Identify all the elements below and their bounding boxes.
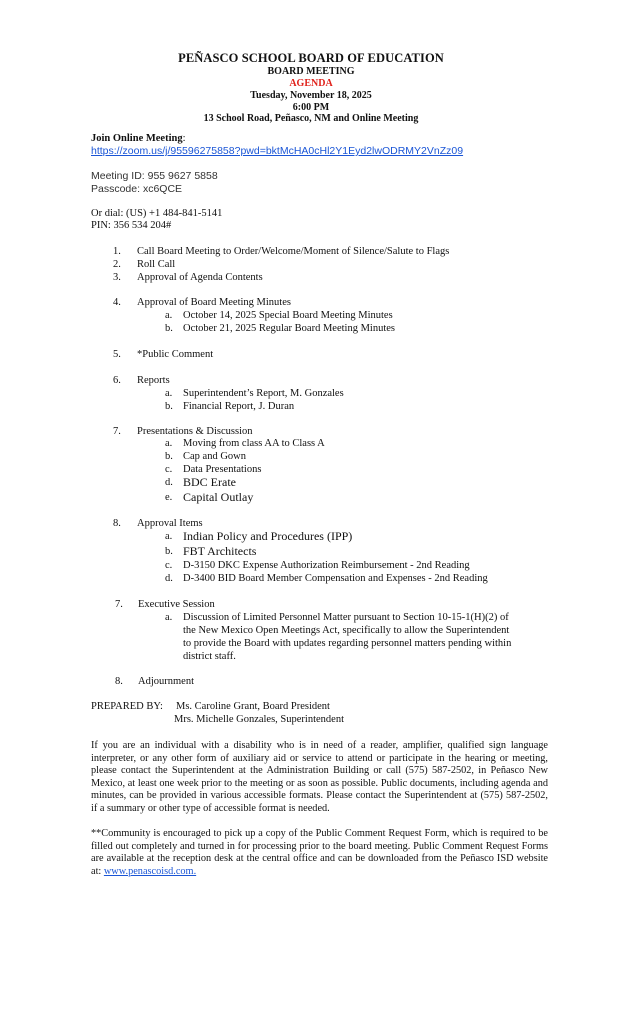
sub-item-letter: d. [165,573,173,584]
sub-item: Capital Outlay [183,490,254,504]
prepared-by-name: Mrs. Michelle Gonzales, Superintendent [174,714,344,725]
item-number: 5. [113,349,121,360]
sub-item-letter: a. [165,438,173,449]
prepared-by-label: PREPARED BY: [91,701,163,712]
dial-in-number: Or dial: (US) +1 484-841-5141 [91,208,223,219]
agenda-item: Presentations & Discussion [137,426,253,437]
sub-item-letter: a. [165,612,173,623]
agenda-item: Approval of Agenda Contents [137,272,263,283]
public-comment-notice: **Community is encouraged to pick up a copy of the Public Comment Request Form, which is required to be filled out completely and turned in for processing prior to the board meeting. Public Comment Request Forms are available at the reception desk at the central office and can be downloaded from the Peñasco ISD website at: www.penascoisd.com. [91,828,548,877]
accessibility-notice: If you are an individual with a disability who is in need of a reader, amplifier, qualified sign language interpreter, or any other form of auxiliary aid or service to attend or participate in the hearing or meeting, please contact the Superintendent at the Administration Building or call (575) 587-2502, in Peñasco New Mexico, at least one week prior to the meeting or as soon as possible. Public documents, including agenda and minutes, can be provided in various accessible formats. Please contact the Superintendent at (575) 587-2502, if a summary or other type of accessible format is needed. [91,740,548,814]
sub-item-letter: b. [165,401,173,412]
join-online-label: Join Online Meeting: [91,133,186,144]
sub-item: D-3150 DKC Expense Authorization Reimbursement - 2nd Reading [183,560,470,571]
sub-item-line: Discussion of Limited Personnel Matter pursuant to Section 10-15-1(H)(2) of [183,612,509,623]
item-number: 3. [113,272,121,283]
sub-item-letter: a. [165,531,173,542]
sub-item-letter: e. [165,492,173,503]
sub-item: BDC Erate [183,475,236,489]
sub-item-line: the New Mexico Open Meetings Act, specifically to allow the Superintendent [183,625,510,636]
sub-item: Data Presentations [183,464,262,475]
document-title: PEÑASCO SCHOOL BOARD OF EDUCATION [178,51,444,65]
meeting-time: 6:00 PM [292,102,330,113]
meeting-id: Meeting ID: 955 9627 5858 [91,170,218,182]
agenda-item: Approval of Board Meeting Minutes [137,297,291,308]
website-link[interactable]: www.penascoisd.com. [103,865,197,877]
sub-item: Cap and Gown [183,451,246,462]
sub-item-letter: c. [165,560,173,571]
meeting-location: 13 School Road, Peñasco, NM and Online Meeting [203,113,419,124]
sub-item: Financial Report, J. Duran [183,401,295,412]
item-number: 7. [115,599,123,610]
sub-item-letter: a. [165,388,173,399]
agenda-item: Call Board Meeting to Order/Welcome/Moment of Silence/Salute to Flags [137,246,450,257]
item-number: 2. [113,259,121,270]
sub-item-line: district staff. [183,651,236,662]
sub-item-letter: b. [165,323,173,334]
sub-item-letter: b. [165,451,173,462]
sub-item-letter: a. [165,310,173,321]
agenda-item: Approval Items [137,518,203,529]
sub-item-letter: d. [165,477,173,488]
item-number: 8. [113,518,121,529]
item-number: 7. [113,426,121,437]
sub-item-letter: b. [165,546,173,557]
item-number: 8. [115,676,123,687]
item-number: 1. [113,246,121,257]
agenda-item: Executive Session [138,599,215,610]
item-number: 6. [113,375,121,386]
sub-item: FBT Architects [183,544,257,558]
sub-item: October 14, 2025 Special Board Meeting Minutes [183,310,393,321]
agenda-item: Reports [137,375,170,386]
agenda-item: Roll Call [137,259,176,270]
sub-item-line: to provide the Board with updates regarding personnel matters pending within [183,638,512,649]
agenda-item: *Public Comment [137,349,214,360]
sub-item: Superintendent’s Report, M. Gonzales [183,388,344,399]
sub-item: D-3400 BID Board Member Compensation and Expenses - 2nd Reading [183,573,488,584]
sub-item-letter: c. [165,464,173,475]
dial-in-pin: PIN: 356 534 204# [91,220,172,231]
zoom-link[interactable]: https://zoom.us/j/95596275858?pwd=bktMcHA0cHl2Y1Eyd2lwODRMY2VnZz09 [91,145,464,157]
sub-item: Indian Policy and Procedures (IPP) [183,529,353,543]
agenda-label: AGENDA [289,78,333,89]
item-number: 4. [113,297,121,308]
meeting-date: Tuesday, November 18, 2025 [250,90,372,101]
prepared-by-name: Ms. Caroline Grant, Board President [176,701,330,712]
meeting-type: BOARD MEETING [267,66,355,77]
sub-item: Moving from class AA to Class A [183,438,325,449]
agenda-item: Adjournment [138,676,194,687]
sub-item: October 21, 2025 Regular Board Meeting Minutes [183,323,395,334]
passcode: Passcode: xc6QCE [91,183,183,195]
